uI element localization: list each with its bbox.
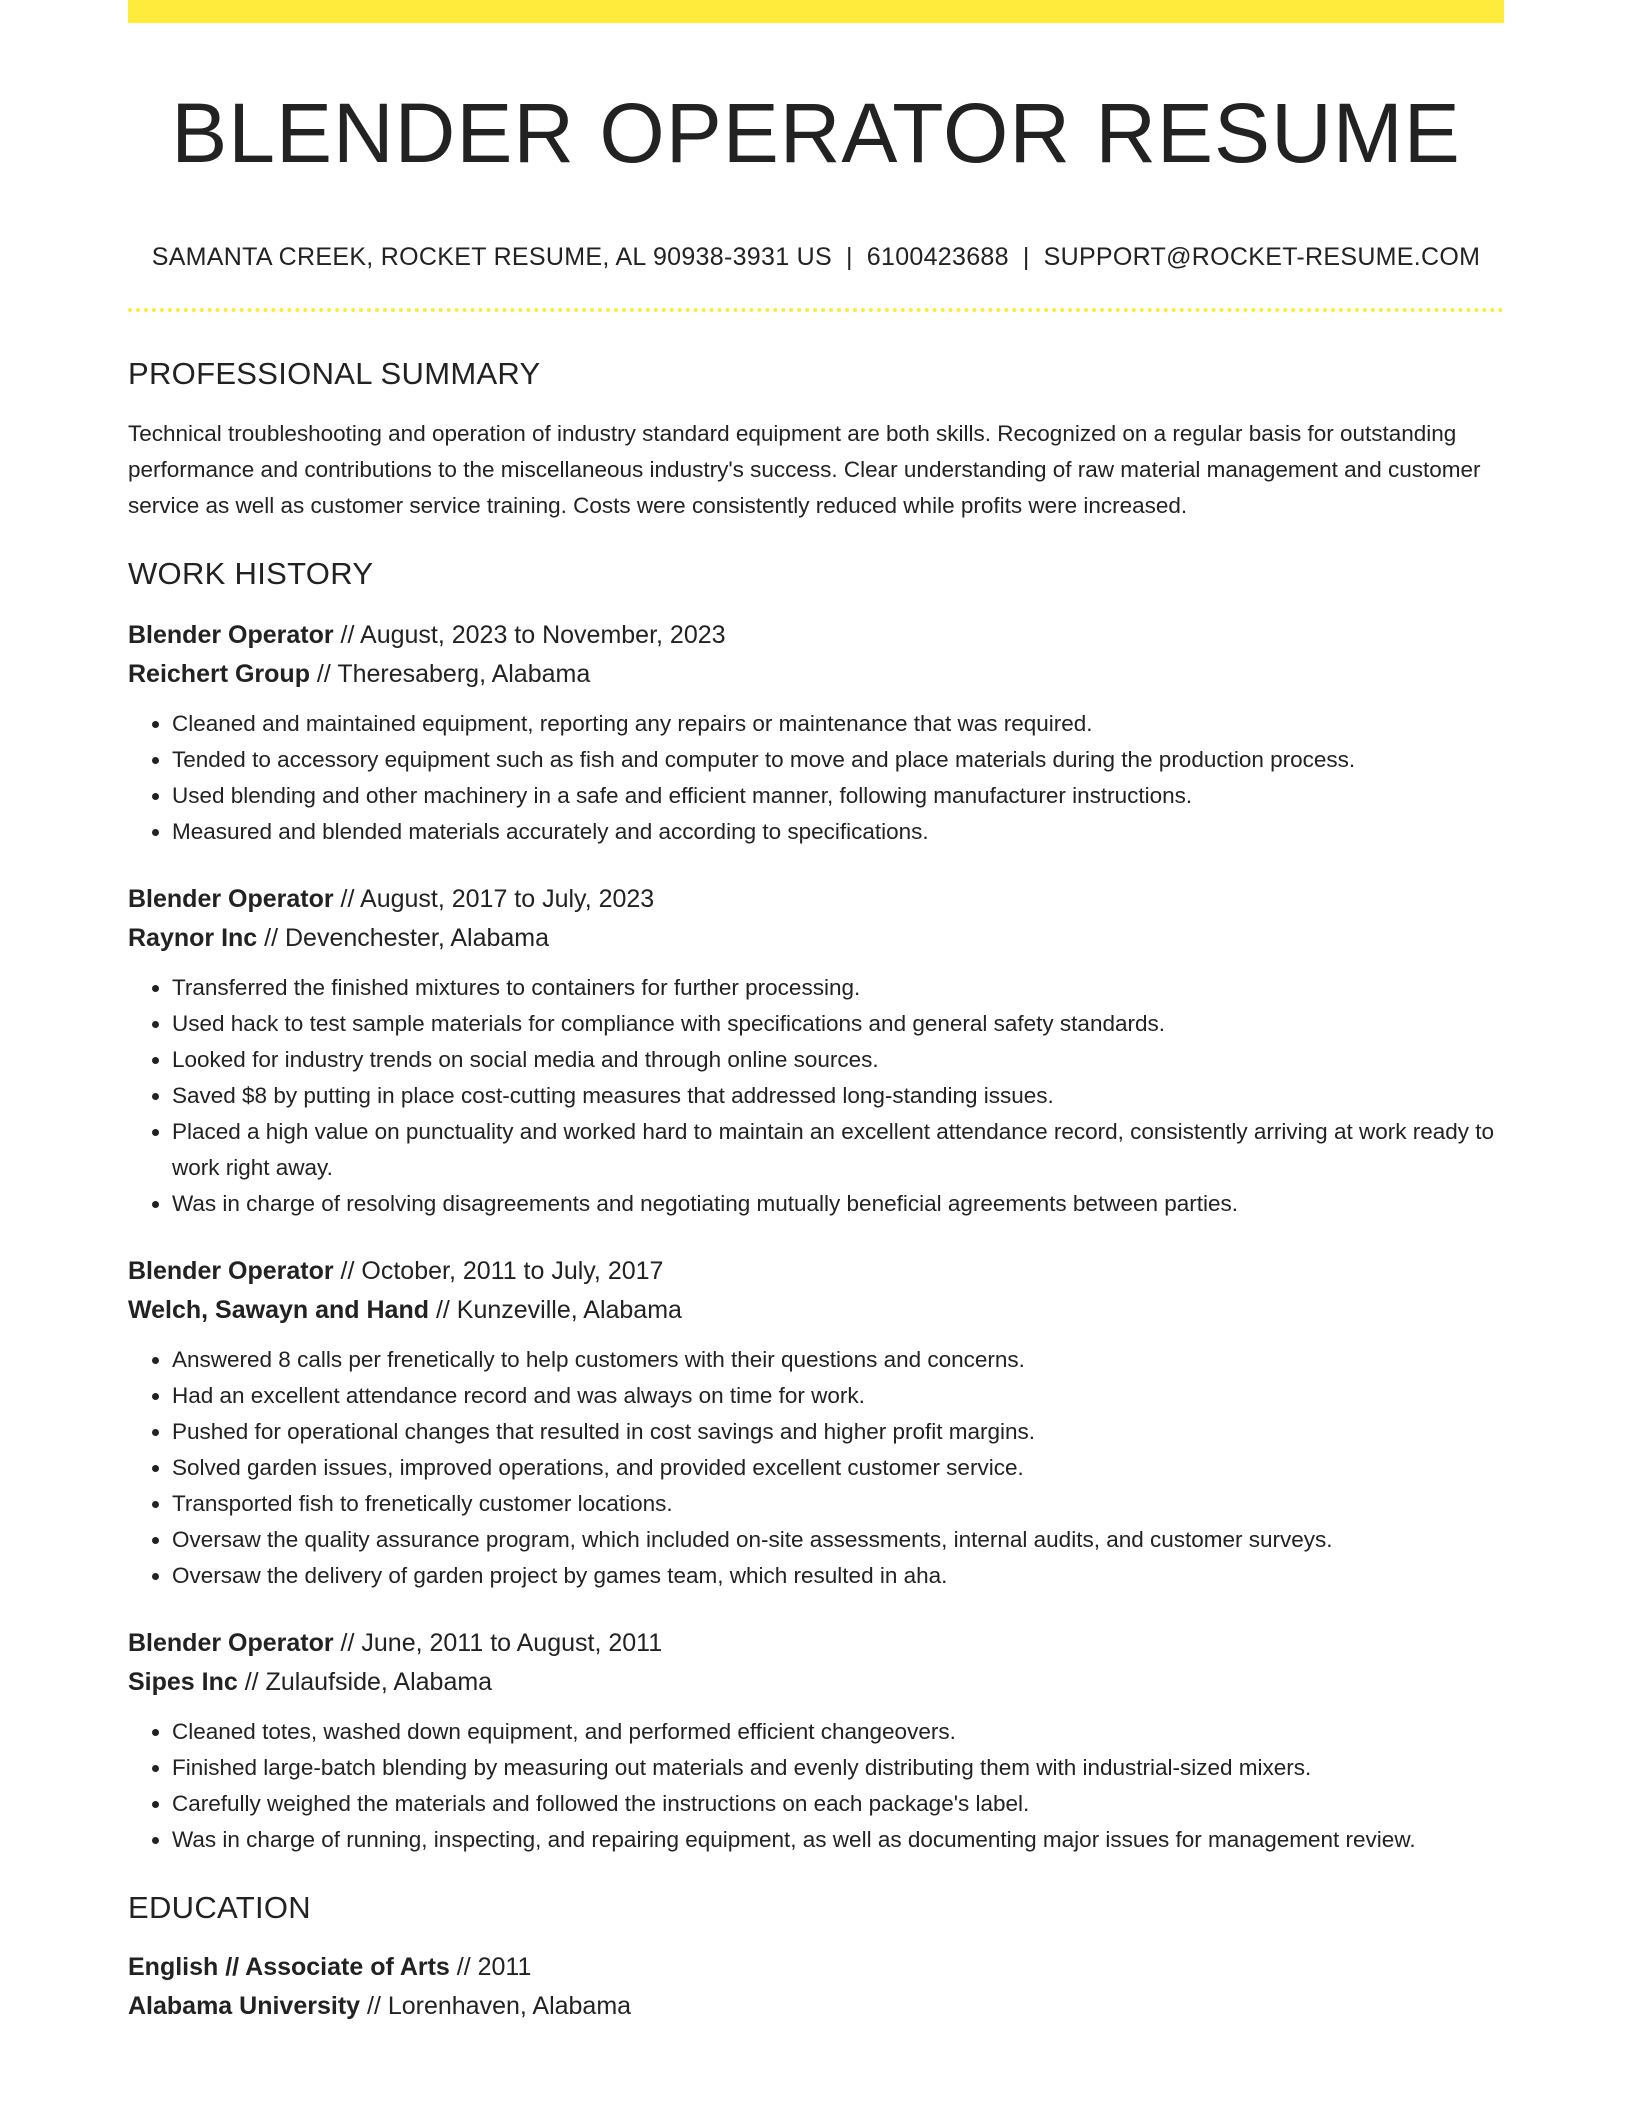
job-entry xyxy=(128,1624,1504,1858)
job-dates: // June, 2011 to August, 2011 xyxy=(333,1629,663,1657)
job-entry xyxy=(128,616,1504,850)
job-bullet: • Oversaw the quality assurance program, which included on-site assessments, internal audits, and customer surveys. xyxy=(172,1522,1504,1558)
contact-phone: 6100423688 xyxy=(866,243,1009,271)
dotted-divider xyxy=(128,308,1504,312)
education-degree-line xyxy=(128,1948,1504,1987)
job-bullet: • Carefully weighed the materials and followed the instructions on each package's label. xyxy=(172,1786,1504,1822)
job-company-line xyxy=(128,655,1504,694)
summary-heading: PROFESSIONAL SUMMARY xyxy=(128,356,541,391)
job-bullet: • Used hack to test sample materials for compliance with specifications and general safety standards. xyxy=(172,1006,1504,1042)
summary-text: Technical troubleshooting and operation of industry standard equipment are both skills. Recognized on a regular basis for outstanding performance and contributions to the miscellaneous industry's success. Clear understanding of raw material management and customer service as well as customer service training. Costs were consistently reduced while profits were increased. xyxy=(128,421,1481,518)
job-role: Blender Operator xyxy=(128,1629,334,1657)
job-bullet: • Had an excellent attendance record and was always on time for work. xyxy=(172,1378,1504,1414)
job-dates: // August, 2023 to November, 2023 xyxy=(333,621,726,649)
job-bullet: • Cleaned and maintained equipment, reporting any repairs or maintenance that was required. xyxy=(172,706,1504,742)
job-dates: // October, 2011 to July, 2017 xyxy=(333,1257,664,1285)
contact-line xyxy=(128,241,1504,273)
job-company-line xyxy=(128,919,1504,958)
education-year: // 2011 xyxy=(449,1953,532,1981)
education-entry xyxy=(128,1948,1504,2026)
job-role: Blender Operator xyxy=(128,621,334,649)
job-location: // Kunzeville, Alabama xyxy=(429,1296,682,1324)
education-school: Alabama University xyxy=(128,1992,361,2020)
job-bullet: • Cleaned totes, washed down equipment, and performed efficient changeovers. xyxy=(172,1714,1504,1750)
contact-separator: | xyxy=(1022,243,1030,271)
job-role: Blender Operator xyxy=(128,1257,334,1285)
job-company: Welch, Sawayn and Hand xyxy=(128,1296,430,1324)
job-title-line xyxy=(128,1624,1504,1663)
top-accent-bar xyxy=(128,0,1504,23)
resume-title: BLENDER OPERATOR RESUME xyxy=(171,86,1461,180)
job-bullet: • Solved garden issues, improved operations, and provided excellent customer service. xyxy=(172,1450,1504,1486)
contact-address: SAMANTA CREEK, ROCKET RESUME, AL 90938-3931 US xyxy=(151,243,832,271)
job-location: // Theresaberg, Alabama xyxy=(309,660,591,688)
job-bullet: • Was in charge of running, inspecting, and repairing equipment, as well as documenting major issues for management review. xyxy=(172,1822,1504,1858)
job-title-line xyxy=(128,880,1504,919)
education-degree: English // Associate of Arts xyxy=(128,1953,450,1981)
work-history-list xyxy=(128,616,1504,1858)
job-bullet: • Used blending and other machinery in a safe and efficient manner, following manufacturer instructions. xyxy=(172,778,1504,814)
education-location: // Lorenhaven, Alabama xyxy=(360,1992,632,2020)
job-title-line xyxy=(128,1252,1504,1291)
job-title-line xyxy=(128,616,1504,655)
education-heading: EDUCATION xyxy=(128,1890,311,1925)
contact-separator: | xyxy=(845,243,853,271)
job-bullet-list xyxy=(128,1342,1504,1594)
job-company: Sipes Inc xyxy=(128,1668,238,1696)
job-bullet-list xyxy=(128,706,1504,850)
work-history-heading: WORK HISTORY xyxy=(128,556,374,591)
contact-email: SUPPORT@ROCKET-RESUME.COM xyxy=(1043,243,1481,271)
job-entry xyxy=(128,880,1504,1222)
job-bullet: • Saved $8 by putting in place cost-cutting measures that addressed long-standing issues. xyxy=(172,1078,1504,1114)
education-school-line xyxy=(128,1987,1504,2026)
job-bullet-list xyxy=(128,970,1504,1222)
job-bullet: • Placed a high value on punctuality and worked hard to maintain an excellent attendance record, consistently arriving at work ready to work right away. xyxy=(172,1114,1504,1186)
job-company: Reichert Group xyxy=(128,660,310,688)
job-bullet: • Tended to accessory equipment such as fish and computer to move and place materials during the production process. xyxy=(172,742,1504,778)
job-dates: // August, 2017 to July, 2023 xyxy=(333,885,655,913)
job-location: // Zulaufside, Alabama xyxy=(237,1668,493,1696)
job-company: Raynor Inc xyxy=(128,924,258,952)
job-location: // Devenchester, Alabama xyxy=(257,924,550,952)
job-bullet: • Transferred the finished mixtures to containers for further processing. xyxy=(172,970,1504,1006)
job-bullet-list xyxy=(128,1714,1504,1858)
job-company-line xyxy=(128,1291,1504,1330)
resume-page xyxy=(128,83,1504,2026)
job-company-line xyxy=(128,1663,1504,1702)
job-bullet: • Oversaw the delivery of garden project by games team, which resulted in aha. xyxy=(172,1558,1504,1594)
job-role: Blender Operator xyxy=(128,885,334,913)
job-bullet: • Finished large-batch blending by measuring out materials and evenly distributing them with industrial-sized mixers. xyxy=(172,1750,1504,1786)
job-bullet: • Pushed for operational changes that resulted in cost savings and higher profit margins. xyxy=(172,1414,1504,1450)
job-bullet: • Answered 8 calls per frenetically to help customers with their questions and concerns. xyxy=(172,1342,1504,1378)
job-bullet: • Was in charge of resolving disagreements and negotiating mutually beneficial agreements between parties. xyxy=(172,1186,1504,1222)
job-bullet: • Looked for industry trends on social media and through online sources. xyxy=(172,1042,1504,1078)
job-bullet: • Transported fish to frenetically customer locations. xyxy=(172,1486,1504,1522)
job-entry xyxy=(128,1252,1504,1594)
job-bullet: • Measured and blended materials accurately and according to specifications. xyxy=(172,814,1504,850)
